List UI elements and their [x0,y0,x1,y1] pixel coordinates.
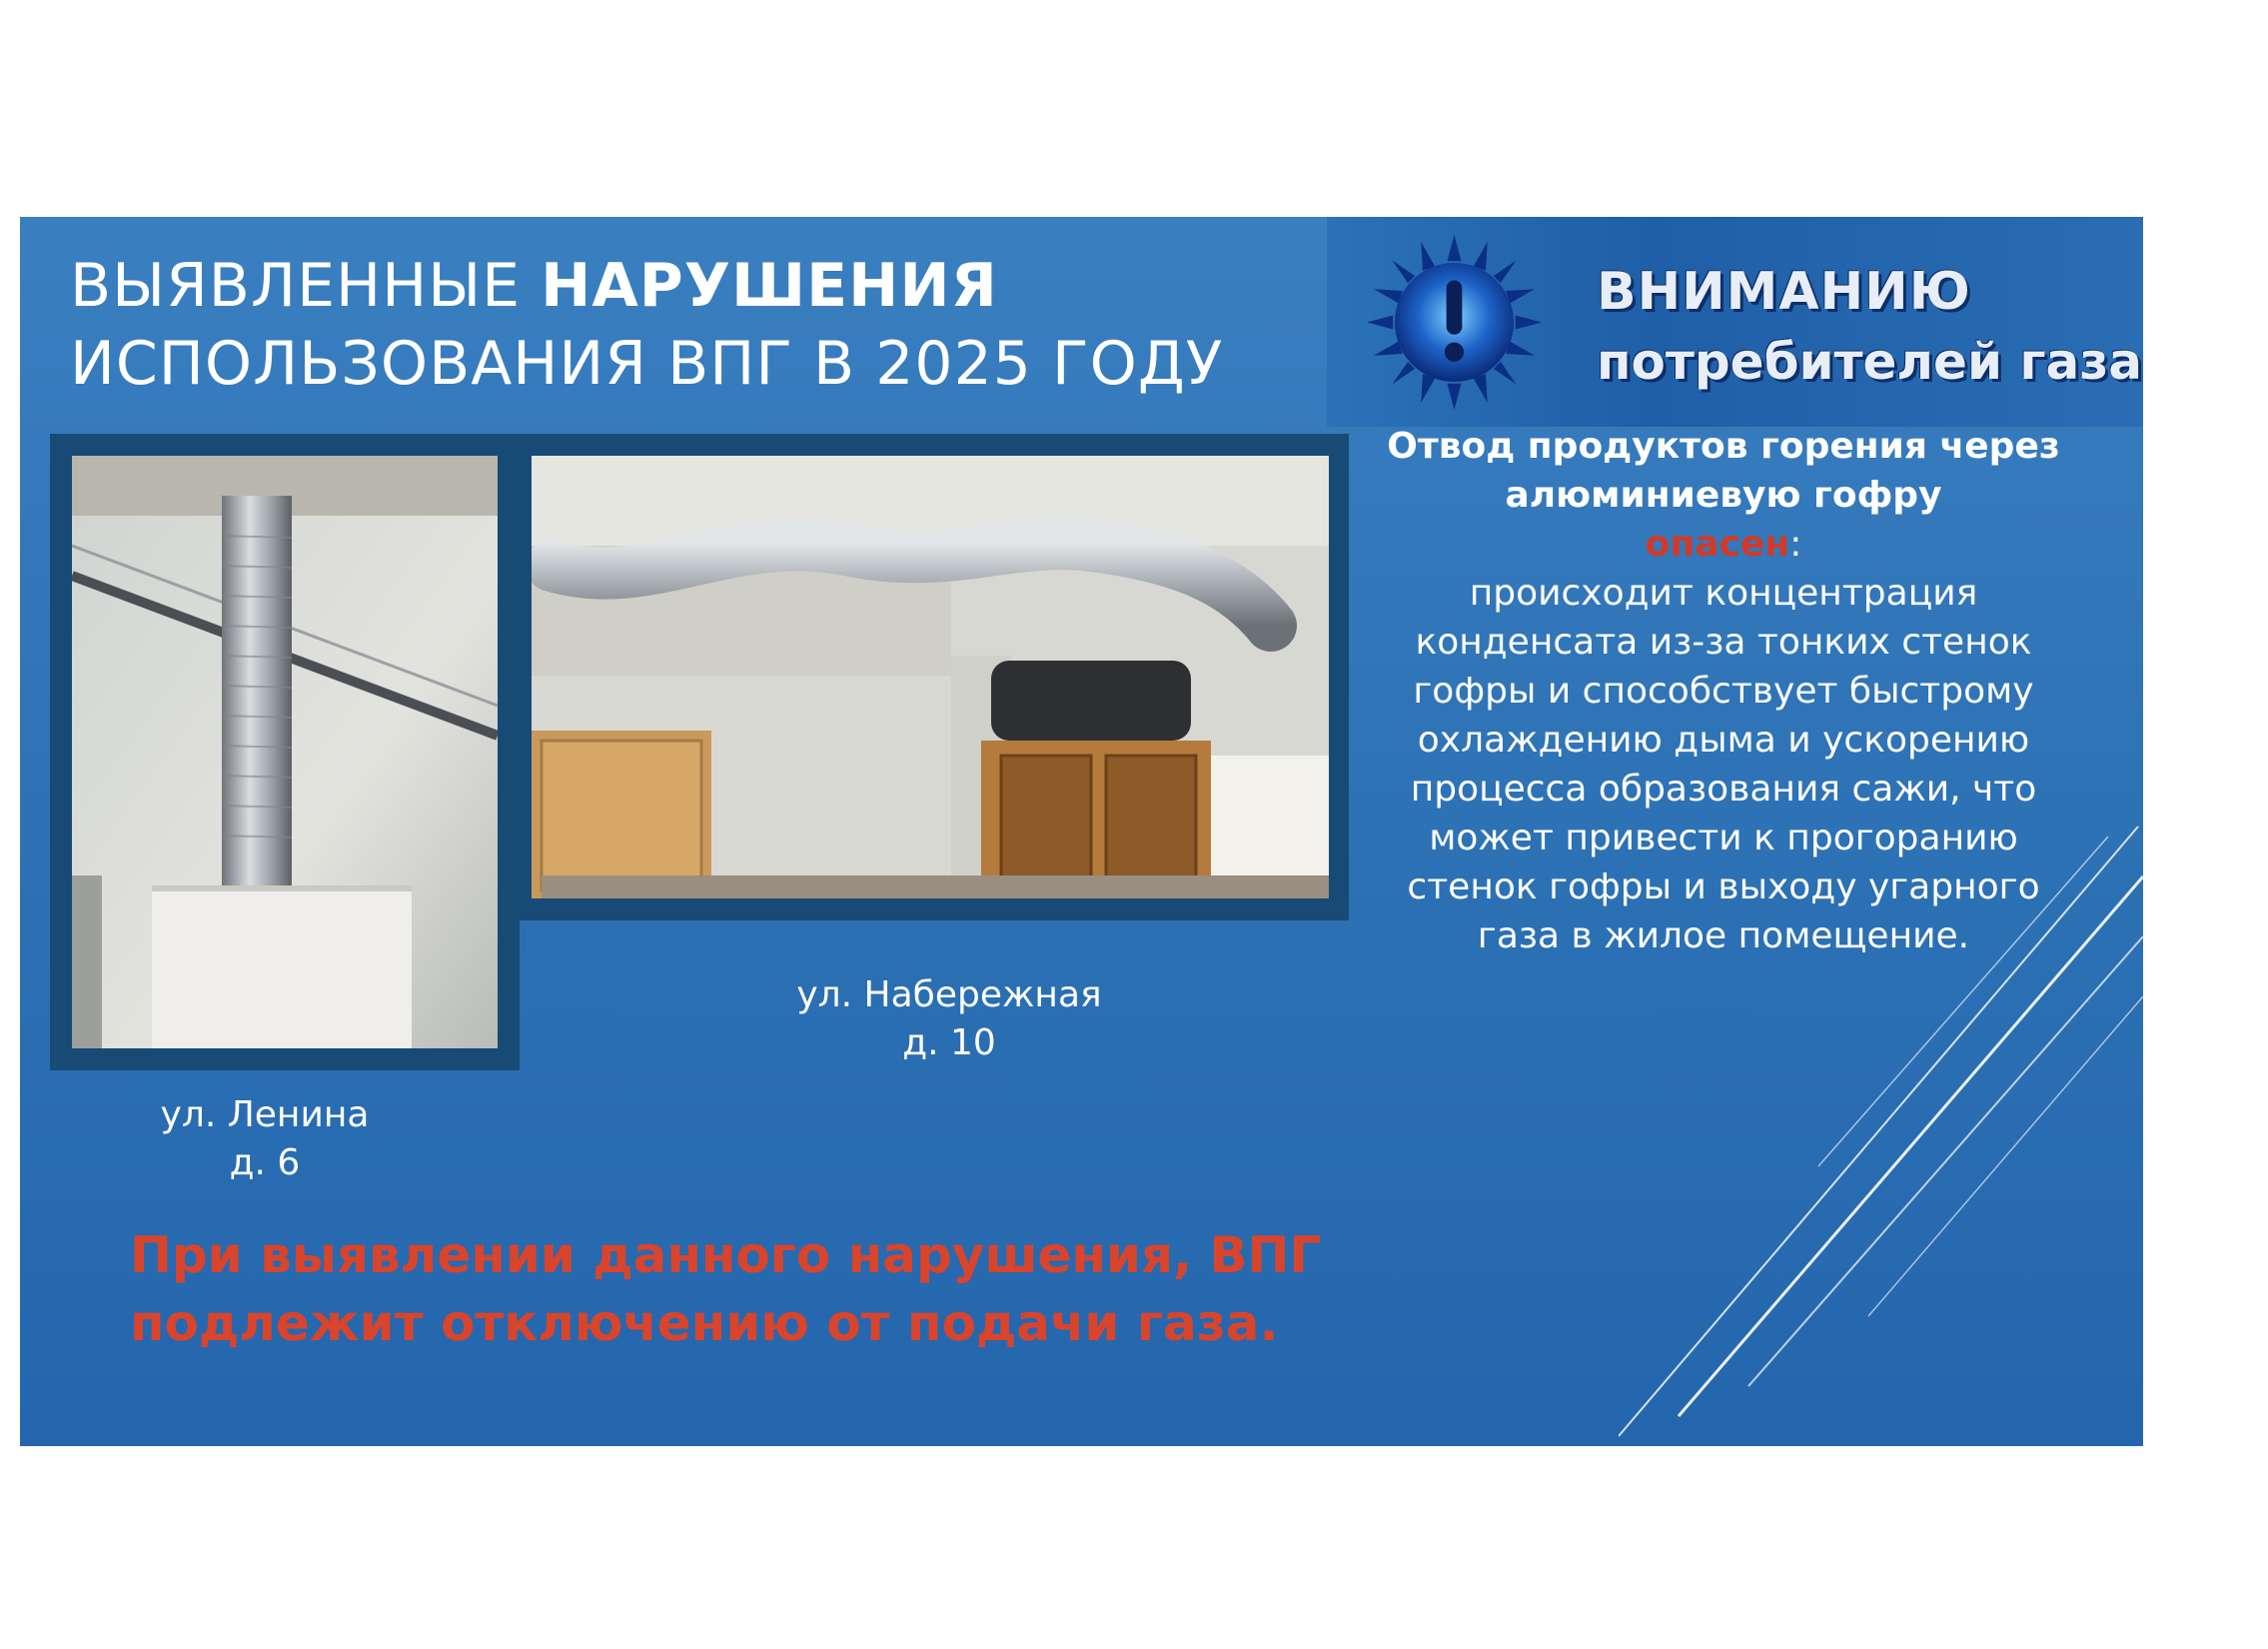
title-bold-text: НАРУШЕНИЯ [541,251,998,321]
caption-naberezhnaya-street: ул. Набережная [796,974,1102,1015]
caption-lenina-street: ул. Ленина [160,1094,370,1135]
banner-line-1: ВНИМАНИЮ [1597,262,1971,322]
title-regular-text: ВЫЯВЛЕННЫЕ [70,251,542,321]
caption-naberezhnaya [719,971,1179,1067]
disconnection-warning [130,1221,1369,1357]
photo-lenina-image [72,456,498,1048]
warning-line-2: подлежит отключению от подачи газа. [130,1294,1279,1352]
slide [20,217,2143,1446]
notice-body: происходит концентрация конденсата из-за тонких стенок гофры и способствует быстрому охлаждению дыма и ускорению процесса образования сажи, что может привести к прогоранию стенок гофры и выходу угарного газа в жилое помещение. [1407,573,2040,956]
exclamation-icon [1367,235,1542,410]
notice-colon: : [1789,524,1802,565]
page-title [70,247,1223,403]
notice-header: Отвод продуктов горения через алюминиевую гофру [1387,426,2060,516]
caption-naberezhnaya-house: д. 10 [902,1022,996,1063]
attention-banner [1327,217,2143,427]
title-line-2: ИСПОЛЬЗОВАНИЯ ВПГ В 2025 ГОДУ [70,329,1224,399]
title-line-1 [70,247,1223,325]
photo-naberezhnaya [532,456,1329,898]
photo-lenina [72,456,498,1048]
notice-danger-word: опасен [1645,524,1790,565]
warning-line-1: При выявлении данного нарушения, ВПГ [130,1226,1322,1284]
notice-danger-line [1646,524,1802,565]
caption-lenina-house: д. 6 [229,1142,301,1183]
photo-frame-naberezhnaya [510,434,1349,920]
photo-naberezhnaya-image [532,456,1329,898]
banner-text [1597,257,2142,397]
banner-line-2: потребителей газа [1597,333,2143,391]
decorative-lines [1619,817,2143,1446]
caption-lenina [110,1091,420,1187]
photo-frame-lenina [50,434,520,1070]
